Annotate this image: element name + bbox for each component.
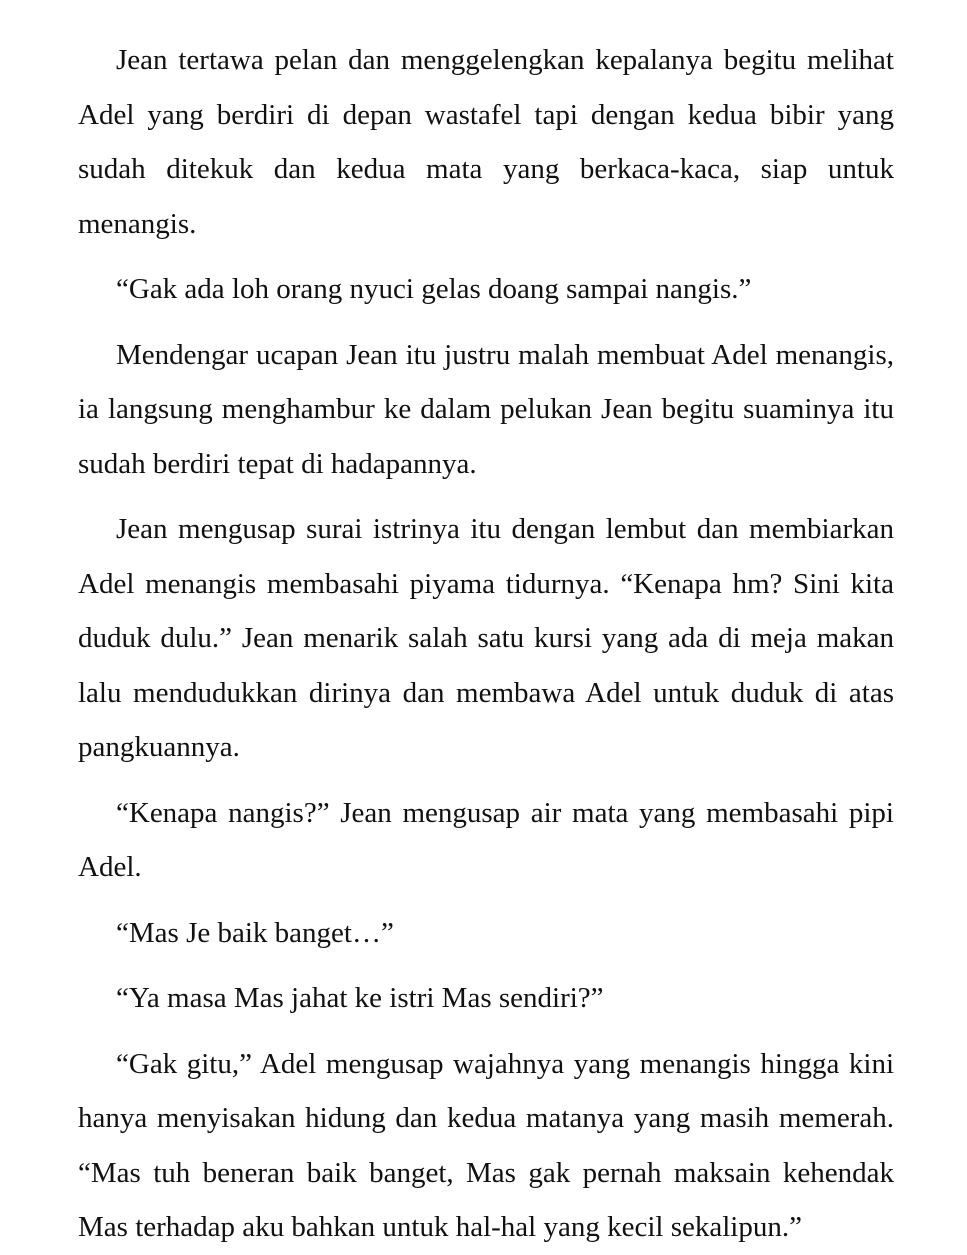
paragraph: “Kenapa nangis?” Jean mengusap air mata yang membasahi pipi Adel. xyxy=(78,796,894,883)
paragraph: Jean tertawa pelan dan menggelengkan kepalanya begitu melihat Adel yang berdiri di depan wastafel tapi dengan kedua bibir yang sudah ditekuk dan kedua mata yang berkaca-kaca, siap untuk menangis. xyxy=(78,44,894,240)
paragraph: Mendengar ucapan Jean itu justru malah membuat Adel menangis, ia langsung menghambur ke dalam pelukan Jean begitu suaminya itu sudah berdiri tepat di hadapannya. xyxy=(78,338,894,480)
paragraph: “Ya masa Mas jahat ke istri Mas sendiri?” xyxy=(116,982,604,1014)
paragraph: “Gak gitu,” Adel mengusap wajahnya yang menangis hingga kini hanya menyisakan hidung dan kedua matanya yang masih memerah. “Mas tuh beneran baik banget, Mas gak pernah maksain kehendak Mas terhadap aku bahkan untuk hal-hal yang kecil sekalipun.” xyxy=(78,1047,894,1243)
paragraph: Jean mengusap surai istrinya itu dengan lembut dan membiarkan Adel menangis membasahi piyama tidurnya. “Kenapa hm? Sini kita duduk dulu.” Jean menarik salah satu kursi yang ada di meja makan lalu mendudukkan dirinya dan membawa Adel untuk duduk di atas pangkuannya. xyxy=(78,513,894,763)
paragraph: “Mas Je baik banget…” xyxy=(116,916,394,949)
paragraph: “Gak ada loh orang nyuci gelas doang sampai nangis.” xyxy=(116,273,752,305)
